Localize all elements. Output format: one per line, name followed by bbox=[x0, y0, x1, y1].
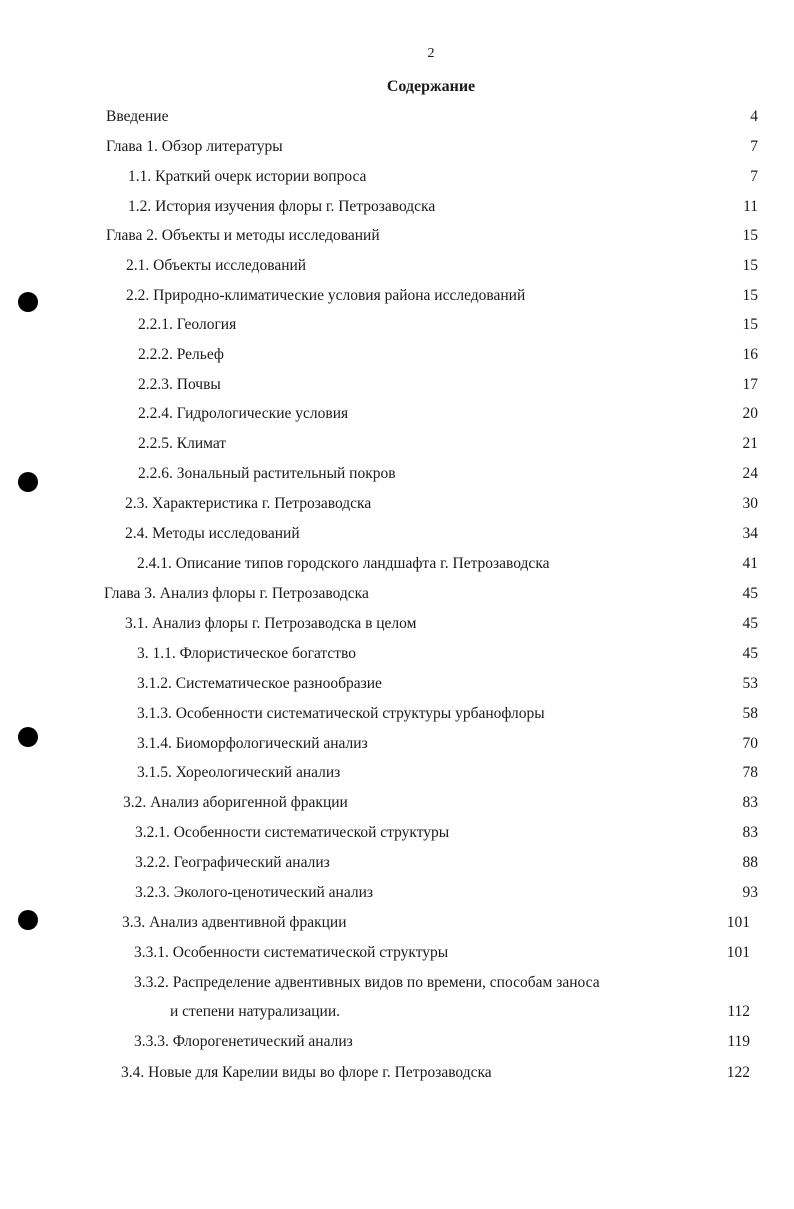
toc-entry-label: 3.3.3. Флорогенетический анализ bbox=[134, 1033, 353, 1050]
toc-entry-page: 30 bbox=[742, 495, 758, 512]
toc-entry-label: 1.2. История изучения флоры г. Петрозаводска bbox=[128, 198, 436, 215]
toc-entry bbox=[128, 166, 758, 188]
toc-entry-page: 20 bbox=[742, 405, 758, 422]
page-number: 2 bbox=[427, 46, 435, 61]
toc-entry bbox=[137, 643, 758, 665]
toc-entry bbox=[106, 106, 758, 128]
toc-entry-label: 3.3.1. Особенности систематической структуры bbox=[134, 944, 449, 961]
toc-entry bbox=[135, 822, 758, 844]
toc-entry-page: 7 bbox=[750, 168, 758, 185]
toc-entry-label: Глава 3. Анализ флоры г. Петрозаводска bbox=[104, 585, 369, 602]
binder-hole bbox=[18, 472, 38, 492]
toc-entry-label: 2.4. Методы исследований bbox=[125, 525, 300, 542]
toc-entry-page: 34 bbox=[742, 525, 758, 542]
toc-entry-page: 41 bbox=[742, 555, 758, 572]
toc-entry-label: 3.1.4. Биоморфологический анализ bbox=[137, 735, 368, 752]
toc-entry-page: 83 bbox=[742, 794, 758, 811]
toc-entry-label: 2.2.1. Геология bbox=[138, 316, 237, 333]
toc-entry bbox=[123, 792, 758, 814]
toc-entry bbox=[134, 942, 750, 964]
toc-entry bbox=[125, 493, 758, 515]
toc-entry bbox=[134, 972, 750, 994]
toc-entry-label: 3.1.3. Особенности систематической структуры урбанофлоры bbox=[137, 705, 545, 722]
toc-entry-label: 2.2. Природно-климатические условия района исследований bbox=[126, 287, 526, 304]
toc-entry-label: 3.2.3. Эколого-ценотический анализ bbox=[135, 884, 374, 901]
toc-entry-label: 2.2.5. Климат bbox=[138, 435, 227, 452]
toc-entry bbox=[138, 314, 758, 336]
toc-entry-page: 45 bbox=[742, 615, 758, 632]
toc-entry-page: 122 bbox=[726, 1064, 750, 1081]
toc-entry-page: 15 bbox=[742, 257, 758, 274]
toc-entry-label: 3. 1.1. Флористическое богатство bbox=[137, 645, 357, 662]
toc-entry-label: 3.2.1. Особенности систематической структуры bbox=[135, 824, 450, 841]
toc-entry bbox=[137, 762, 758, 784]
toc-entry bbox=[106, 225, 758, 247]
toc-entry-page: 93 bbox=[742, 884, 758, 901]
toc-entry-label: 2.2.4. Гидрологические условия bbox=[138, 405, 349, 422]
toc-entry bbox=[138, 344, 758, 366]
toc-entry-label: 3.2.2. Географический анализ bbox=[135, 854, 330, 871]
toc-entry-page: 15 bbox=[742, 287, 758, 304]
toc-entry bbox=[126, 285, 758, 307]
binder-hole bbox=[18, 727, 38, 747]
toc-entry-page: 53 bbox=[742, 675, 758, 692]
toc-entry-page: 78 bbox=[742, 764, 758, 781]
binder-hole bbox=[18, 292, 38, 312]
toc-entry-label: и степени натурализации. bbox=[170, 1003, 340, 1020]
toc-entry bbox=[125, 613, 758, 635]
toc-entry-page: 45 bbox=[742, 585, 758, 602]
toc-entry bbox=[170, 1001, 750, 1023]
toc-entry-label: 3.3.2. Распределение адвентивных видов по времени, способам заноса bbox=[134, 974, 600, 991]
toc-entry bbox=[106, 136, 758, 158]
toc-entry-label: 2.2.2. Рельеф bbox=[138, 346, 224, 363]
toc-entry-page: 7 bbox=[750, 138, 758, 155]
toc-entry-page: 119 bbox=[727, 1033, 750, 1050]
toc-entry-page: 101 bbox=[726, 944, 750, 961]
toc-entry-label: 3.2. Анализ аборигенной фракции bbox=[123, 794, 348, 811]
toc-entry-page: 21 bbox=[742, 435, 758, 452]
toc-entry bbox=[126, 255, 758, 277]
toc-entry-label: 2.2.3. Почвы bbox=[138, 376, 221, 393]
toc-entry-page: 15 bbox=[742, 227, 758, 244]
toc-entry bbox=[138, 433, 758, 455]
toc-entry-label: 3.3. Анализ адвентивной фракции bbox=[122, 914, 347, 931]
toc-entry-page: 16 bbox=[742, 346, 758, 363]
toc-entry-page: 45 bbox=[742, 645, 758, 662]
toc-entry-page: 15 bbox=[742, 316, 758, 333]
toc-entry bbox=[137, 733, 758, 755]
toc-entry-label: 2.3. Характеристика г. Петрозаводска bbox=[125, 495, 372, 512]
toc-entry-label: Глава 1. Обзор литературы bbox=[106, 138, 283, 155]
toc-entry-page: 70 bbox=[742, 735, 758, 752]
toc-entry-page: 101 bbox=[726, 914, 750, 931]
toc-entry bbox=[122, 912, 750, 934]
toc-entry bbox=[134, 1031, 750, 1053]
toc-entry-label: 2.4.1. Описание типов городского ландшафта г. Петрозаводска bbox=[137, 555, 550, 572]
toc-entry bbox=[138, 403, 758, 425]
toc-entry-label: Глава 2. Объекты и методы исследований bbox=[106, 227, 380, 244]
toc-entry-page: 17 bbox=[742, 376, 758, 393]
toc-entry-label: 2.1. Объекты исследований bbox=[126, 257, 307, 274]
toc-entry bbox=[125, 523, 758, 545]
toc-entry bbox=[137, 673, 758, 695]
toc-entry-label: 1.1. Краткий очерк истории вопроса bbox=[128, 168, 367, 185]
toc-entry-page: 83 bbox=[742, 824, 758, 841]
toc-entry bbox=[135, 882, 758, 904]
toc-title: Содержание bbox=[386, 78, 476, 95]
toc-entry bbox=[135, 852, 758, 874]
binder-hole bbox=[18, 910, 38, 930]
toc-entry-page: 88 bbox=[742, 854, 758, 871]
toc-entry-label: 3.1. Анализ флоры г. Петрозаводска в целом bbox=[125, 615, 417, 632]
toc-entry bbox=[121, 1062, 750, 1084]
toc-entry-page: 11 bbox=[743, 198, 758, 215]
toc-entry-page: 112 bbox=[727, 1003, 750, 1020]
toc-entry bbox=[128, 196, 758, 218]
toc-entry bbox=[138, 374, 758, 396]
toc-entry bbox=[138, 463, 758, 485]
toc-entry-label: 3.4. Новые для Карелии виды во флоре г. Петрозаводска bbox=[121, 1064, 492, 1081]
toc-entry-label: 3.1.2. Систематическое разнообразие bbox=[137, 675, 382, 692]
toc-entry-page: 24 bbox=[742, 465, 758, 482]
toc-entry-label: 2.2.6. Зональный растительный покров bbox=[138, 465, 396, 482]
toc-entry-page: 58 bbox=[742, 705, 758, 722]
toc-entry-page: 4 bbox=[750, 108, 758, 125]
toc-entry-label: 3.1.5. Хореологический анализ bbox=[137, 764, 341, 781]
toc-entry-label: Введение bbox=[106, 108, 169, 125]
toc-entry bbox=[104, 583, 758, 605]
toc-entry bbox=[137, 553, 758, 575]
toc-entry bbox=[137, 703, 758, 725]
